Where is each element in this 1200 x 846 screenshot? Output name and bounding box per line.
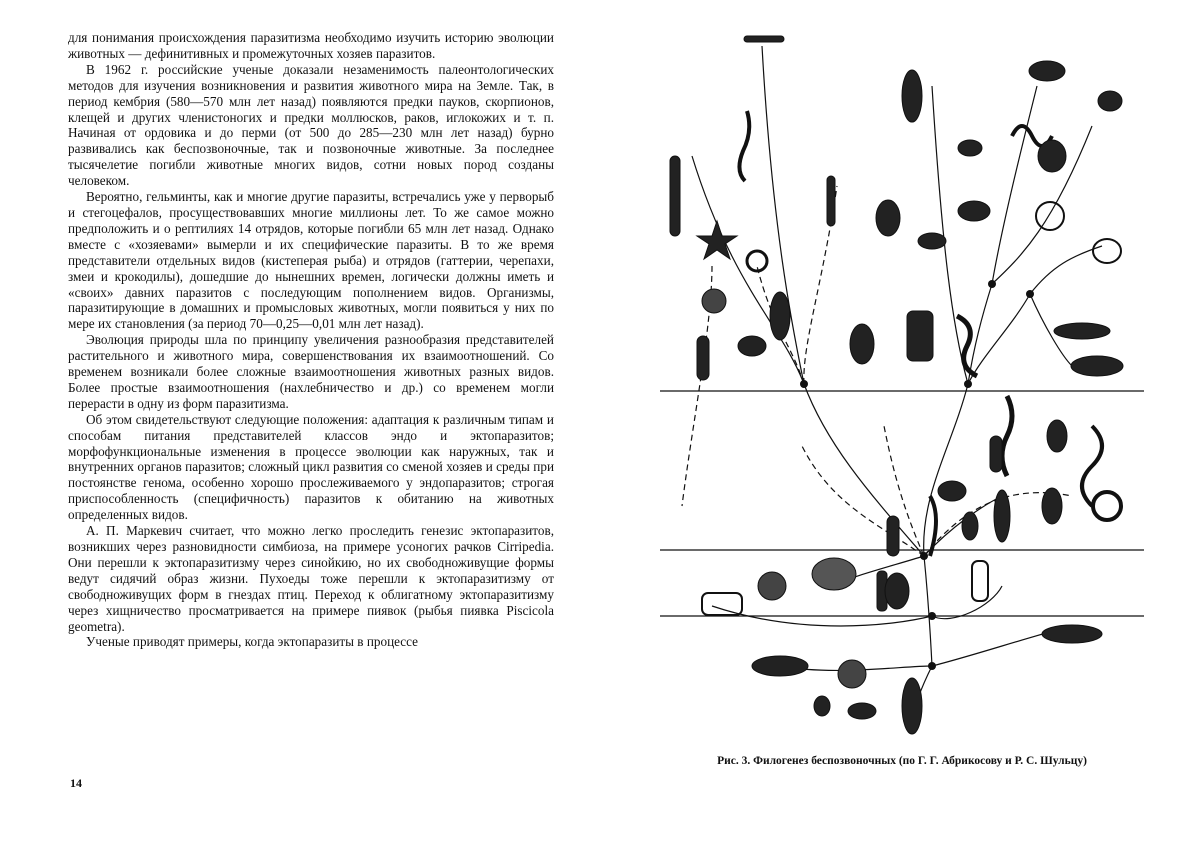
snail-icon xyxy=(958,140,982,156)
anemone-icon xyxy=(738,336,766,356)
sea-urchin-icon xyxy=(702,289,726,313)
page-number: 14 xyxy=(70,776,82,790)
brachiopod-icon xyxy=(1036,202,1064,230)
protist-icon xyxy=(814,696,830,716)
placozoa-icon xyxy=(1042,625,1102,643)
coiled-worm-icon xyxy=(1093,492,1121,520)
bivalve-icon xyxy=(918,233,946,249)
phylogeny-tree-drawing xyxy=(652,26,1152,746)
rotifer2-icon xyxy=(1047,420,1067,452)
crayfish-icon xyxy=(1038,140,1066,172)
cestode-icon xyxy=(994,490,1010,542)
rotifer-icon xyxy=(850,324,874,364)
figure-caption: Рис. 3. Филогенез беспозвоночных (по Г. Г. Абрикосову и Р. С. Шульцу) xyxy=(717,755,1087,767)
paragraph: А. П. Маркевич считает, что можно легко проследить генезис эктопаразитов, возникших через разновидности симбиоза, на примере усоногих рачков Cirripedia. Они перешли к эктопаразитизму через синойкию, но их свободноживущие формы ведут сидячий образ жизни. Пухоеды тоже перешли к эктопаразитизму от свободноживущих форм в гнездах птиц. Переход к облигатному эктопаразитизму через хищничество просматривается на примере пиявок (рыбья пиявка Piscicola geometra). xyxy=(68,523,554,634)
nemertean-icon xyxy=(957,316,977,376)
amoeba-icon xyxy=(838,660,866,688)
paragraph: В 1962 г. российские ученые доказали незаменимость палеонтологических методов для изучения возникновения и развития животного мира на Земле. Так, в период кембрия (580—570 млн лет назад) появляются предки пауков, скорпионов, клещей и других членистоногих и предки моллюсков, раков, иглокожих и т. п. Начиная от ордовика и до перми (от 500 до 285—230 млн лет назад) бурно развивались как беспозвоночные, так и позвоночные животные. За последнее тысячелетие погибли животные многих видов, сотни новых пород созданы человеком. xyxy=(68,61,554,189)
paragraph: для понимания происхождения паразитизма необходимо изучить историю эволюции животных — дефинитивных и промежуточных хозяев паразитов. xyxy=(68,30,554,61)
sipunculid-icon xyxy=(697,336,709,380)
gastrotrich-icon xyxy=(962,512,978,540)
sponge-icon xyxy=(812,558,856,590)
annelid-icon xyxy=(827,176,835,226)
trematode-icon xyxy=(938,481,966,501)
polychaete-icon xyxy=(1071,356,1123,376)
hydroid-icon xyxy=(887,516,899,556)
bee-icon xyxy=(1029,61,1065,81)
worm-icon xyxy=(744,36,784,42)
coral-polyp-icon xyxy=(758,572,786,600)
phylogeny-figure xyxy=(652,26,1152,746)
crinoid-icon xyxy=(770,292,790,340)
acanthocephalan-icon xyxy=(1042,488,1062,524)
chiton-icon xyxy=(876,200,900,236)
sea-cucumber-icon xyxy=(670,156,680,236)
paragraph: Ученые приводят примеры, когда эктопаразиты в процессе xyxy=(86,634,419,650)
ctenophore-icon xyxy=(885,573,909,609)
jellyfish-icon xyxy=(1093,239,1121,263)
kinorhynch-icon xyxy=(930,496,936,556)
spider-icon xyxy=(1098,91,1122,111)
bryozoan-icon xyxy=(907,311,933,361)
leech-icon xyxy=(739,111,749,181)
ciliate-icon xyxy=(752,656,808,676)
left-page-text xyxy=(68,30,554,820)
calcareous-sponge-icon xyxy=(702,593,742,615)
flagellate-icon xyxy=(848,703,876,719)
planarian-icon xyxy=(990,436,1002,472)
flatworm-icon xyxy=(1054,323,1110,339)
paragraph: Вероятно, гельминты, как и многие другие паразиты, встречались уже у перворыб и стегоцефалов, просуществовавших многие миллионы лет. То же самое можно предположить и о рептилиях 14 отрядов, которые погибли 65 млн лет назад. Однако вместе с «хозяевами» вымерли и их специфические паразиты. В то же время представители отдельных видов (кистеперая рыба) и отрядов (гаттерии, черепахи, змеи и крокодилы), дошедшие до нынешних времен, логически должны иметь и «своих» давних паразитов с последующим пополнением видов. Организмы, паразитирующие в домашних и промысловых животных, могли появиться у них по мере их становления (за период 70—0,25—0,01 млн лет назад). xyxy=(68,189,554,332)
paragraph: Эволюция природы шла по принципу увеличения разнообразия представителей растительного и животного мира, совершенствования их взаимоотношений. Со временем возникали более сложные взаимоотношения животных разных видов. Более простые взаимоотношения (нахлебничество и др.) со временем могли перерасти в одну из форм паразитизма. xyxy=(68,332,554,411)
mussel-icon xyxy=(958,201,990,221)
tube-icon xyxy=(972,561,988,601)
paragraph: Об этом свидетельствуют следующие положения: адаптация к различным типам и способам питания представителей классов эндо и эктопаразитов; морфофункциональные изменения в процессе эволюции как наружных, так и внутренних органов паразитов; сложный цикл развития со сменой хозяев и среды при постоянстве генома, особенно хорошо прослеживаемого у эндопаразитов; строгая приспособленность (специфичность) паразитов к обитанию на животных определенных видов. xyxy=(68,411,554,523)
nematode-icon xyxy=(1002,396,1012,476)
squid-icon xyxy=(902,70,922,122)
gregarine-icon xyxy=(902,678,922,734)
